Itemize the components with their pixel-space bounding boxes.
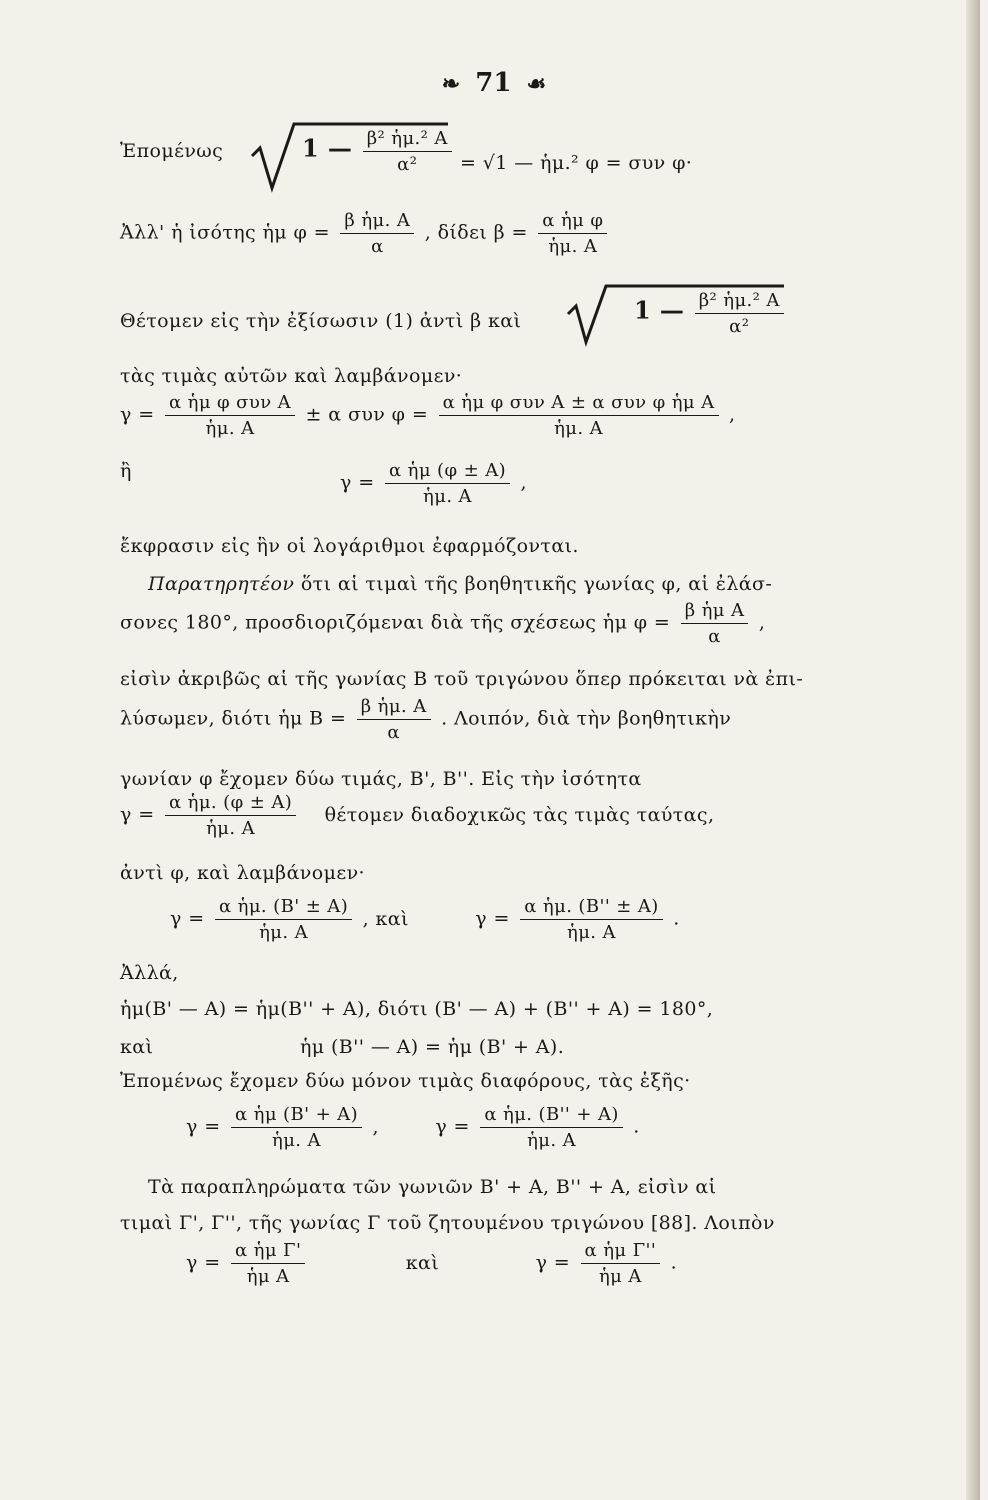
text-line-4 [120, 365, 462, 387]
text-line-14 [120, 862, 365, 884]
fraction [215, 896, 352, 943]
line-text: ± α συν φ = [305, 403, 429, 426]
denominator: α [371, 236, 384, 257]
denominator: ἡμ. Α [548, 236, 598, 257]
denominator: ἡμ. Α [567, 922, 616, 943]
text-line-18-formula [300, 1036, 564, 1058]
equation-line-20 [186, 1104, 640, 1151]
fraction [538, 210, 607, 257]
fraction [165, 392, 295, 439]
numerator: β ἡμ. Α [340, 210, 414, 234]
equation-lhs: γ = [186, 1115, 221, 1138]
radical-content-1 [302, 128, 456, 175]
equation-lhs: γ = [120, 403, 155, 426]
numerator: α ἡμ. (φ ± Α) [165, 792, 296, 816]
fraction [520, 896, 663, 943]
denominator: ἡμ. Α [527, 1130, 577, 1151]
line-text: Θέτομεν εἰς τὴν ἐξίσωσιν (1) ἀντὶ β καὶ [120, 310, 522, 332]
punctuation: , [758, 611, 766, 634]
denominator: ἡμ. Α [259, 922, 309, 943]
text-line-9 [120, 600, 765, 647]
fraction [231, 1104, 362, 1151]
line-text: ἀντὶ φ, καὶ λαμβάνομεν· [120, 862, 365, 884]
denominator: ἡμ. Α [206, 818, 256, 839]
numerator: α ἡμ (φ ± Α) [385, 460, 510, 484]
line-text: λύσωμεν, διότι ἡμ Β = [120, 707, 347, 730]
denominator: ἡμ. Α [554, 418, 604, 439]
equation-lhs: γ = [535, 1251, 571, 1274]
equation-lhs: γ = [340, 471, 375, 494]
equation-line-6 [120, 460, 132, 482]
fraction [439, 392, 719, 439]
text-line-7 [120, 535, 579, 557]
denominator: α² [729, 316, 750, 337]
fraction [480, 1104, 623, 1151]
denominator: ἡμ. Α [423, 486, 472, 507]
punctuation: . [633, 1115, 640, 1138]
fraction [681, 600, 749, 647]
line-text: καὶ [405, 1251, 440, 1274]
denominator: ἡμ. Α [205, 418, 255, 439]
equation-line-1-rest [460, 152, 692, 174]
line-text: ἡμ(Β' — Α) = ἡμ(Β'' + Α), διότι (Β' — Α) + (Β'' + Α) = 180°, [120, 998, 714, 1020]
text-line-8 [148, 573, 772, 595]
denominator: α [387, 722, 400, 743]
denominator: ἡμ. Α [272, 1130, 321, 1151]
equation-line-23 [186, 1240, 677, 1287]
equation-lhs: γ = [186, 1251, 221, 1274]
italic-term: Παρατηρητέον [148, 573, 295, 595]
equation-line-6-formula [340, 460, 527, 507]
text-line-17 [120, 998, 713, 1020]
fraction [357, 696, 431, 743]
equation-lhs: γ = [120, 803, 155, 826]
radical-content-2 [634, 290, 788, 337]
denominator: ἡμ Α [246, 1266, 290, 1287]
numerator: β ἡμ. Α [357, 696, 431, 720]
line-text: ὅτι αἱ τιμαὶ τῆς βοηθητικῆς γωνίας φ, αἱ ἐλάσ- [300, 573, 773, 595]
line-text: . Λοιπόν, διὰ τὴν βοηθητικὴν [441, 707, 732, 730]
denominator: α [708, 626, 721, 647]
page-number: 71 [475, 68, 512, 98]
right-ornament-icon: ☙ [526, 71, 547, 97]
numerator: β² ἡμ.² Α [363, 128, 452, 152]
equation-line-2 [120, 210, 611, 257]
line-text: εἰσὶν ἀκριβῶς αἱ τῆς γωνίας Β τοῦ τριγώνου ὅπερ πρόκειται νὰ ἐπι- [120, 668, 804, 690]
left-ornament-icon: ❧ [441, 71, 461, 97]
one-minus: 1 — [634, 295, 685, 325]
punctuation: , [372, 1115, 379, 1138]
numerator: α ἡμ. (Β'' + Α) [480, 1104, 623, 1128]
denominator: α² [397, 154, 418, 175]
line-text: Ἐπομένως ἔχομεν δύω μόνον τιμὰς διαφόρους, τὰς ἑξῆς· [120, 1070, 691, 1092]
punctuation: , [520, 471, 527, 494]
numerator: α ἡμ φ [538, 210, 607, 234]
equation-line-5 [120, 392, 735, 439]
text-line-11 [120, 696, 731, 743]
line-text: Ἀλλ' ἡ ἰσότης ἡμ φ = [120, 221, 330, 244]
line-text: καὶ [120, 1036, 154, 1058]
equation-lhs: γ = [435, 1115, 470, 1138]
numerator: α ἡμ Γ' [231, 1240, 305, 1264]
numerator: α ἡμ (Β' + Α) [231, 1104, 362, 1128]
line-text: ἡμ (Β'' — Α) = ἡμ (Β' + Α). [300, 1036, 565, 1058]
numerator: α ἡμ. (Β' ± Α) [215, 896, 352, 920]
line-text: τὰς τιμὰς αὐτῶν καὶ λαμβάνομεν· [120, 365, 463, 387]
line-text: γωνίαν φ ἔχομεν δύω τιμάς, Β', Β''. Εἰς τὴν ἰσότητα [120, 768, 642, 790]
line-text: θέτομεν διαδοχικῶς τὰς τιμὰς ταύτας, [324, 803, 715, 826]
line-text: Ἀλλά, [120, 962, 179, 984]
numerator: α ἡμ Γ'' [581, 1240, 661, 1264]
numerator: β² ἡμ.² Α [695, 290, 784, 314]
text-line-21 [148, 1176, 717, 1198]
fraction [231, 1240, 305, 1287]
fraction [165, 792, 296, 839]
numerator: α ἡμ φ συν Α [165, 392, 295, 416]
fraction [581, 1240, 661, 1287]
line-text: ἔκφρασιν εἰς ἣν οἱ λογάριθμοι ἐφαρμόζονται. [120, 535, 579, 557]
text-line-22 [120, 1212, 775, 1234]
one-minus: 1 — [302, 133, 353, 163]
fraction [695, 290, 784, 337]
equation-rhs: = √1 — ἡμ.² φ = συν φ· [460, 152, 693, 174]
line-text: , καὶ [362, 907, 409, 930]
text-line-12 [120, 768, 642, 790]
line-text: τιμαὶ Γ', Γ'', τῆς γωνίας Γ τοῦ ζητουμένου τριγώνου [88]. Λοιπὸν [120, 1212, 775, 1234]
line-text: σονες 180°, προσδιοριζόμεναι διὰ τῆς σχέσεως ἡμ φ = [120, 611, 671, 634]
line-label: Ἐπομένως [120, 140, 224, 162]
equation-line-15 [170, 896, 680, 943]
punctuation: . [670, 1251, 678, 1274]
line-text: , δίδει β = [424, 221, 528, 244]
equation-line-13 [120, 792, 714, 839]
numerator: α ἡμ. (Β'' ± Α) [520, 896, 663, 920]
text-line-18 [120, 1036, 153, 1058]
equation-line-1 [120, 140, 223, 162]
text-line-19 [120, 1070, 691, 1092]
text-line-16 [120, 962, 179, 984]
punctuation: , [728, 403, 736, 426]
line-text: ἢ [120, 460, 132, 482]
fraction [340, 210, 414, 257]
fraction [385, 460, 510, 507]
numerator: α ἡμ φ συν Α ± α συν φ ἡμ Α [439, 392, 719, 416]
denominator: ἡμ Α [598, 1266, 642, 1287]
page-edge [966, 0, 980, 1500]
text-line-10 [120, 668, 803, 690]
equation-lhs: γ = [170, 907, 205, 930]
equation-line-3 [120, 310, 521, 332]
numerator: β ἡμ Α [681, 600, 749, 624]
page-header [0, 68, 988, 98]
equation-lhs: γ = [475, 907, 510, 930]
punctuation: . [673, 907, 680, 930]
line-text: Τὰ παραπληρώματα τῶν γωνιῶν Β' + Α, Β'' + Α, εἰσὶν αἱ [148, 1176, 717, 1198]
fraction [363, 128, 452, 175]
